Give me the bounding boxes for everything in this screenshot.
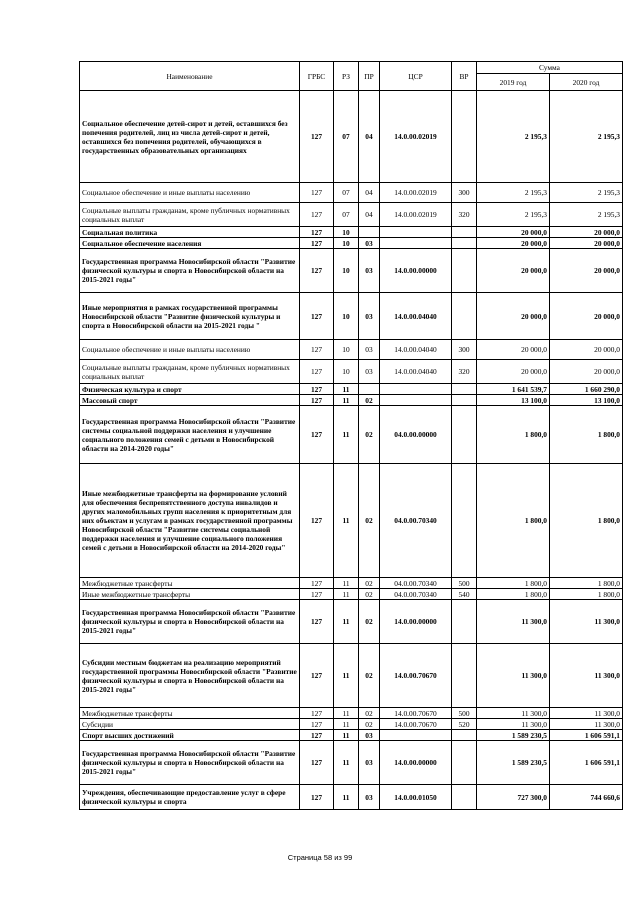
row-name: Иные межбюджетные трансферты на формирование условий для обеспечения беспрепятственного доступа инвалидов и других маломобильных групп населения к приоритетным для них объектам и услугам в рамках государственной программы Новосибирской области "Развитие системы социальной поддержки населения и улучшение социального положения семей с детьми в Новосибирской области на 2014-2020 годы" (80, 464, 300, 578)
row-rz: 11 (334, 384, 359, 395)
row-csr: 04.0.00.70340 (380, 464, 452, 578)
row-pr: 04 (359, 203, 380, 227)
table-row (80, 249, 623, 293)
row-rz: 10 (334, 360, 359, 384)
row-pr: 04 (359, 91, 380, 183)
table-row (80, 91, 623, 183)
row-sum-2020: 20 000,0 (550, 360, 623, 384)
row-name: Социальное обеспечение детей-сирот и детей, оставшихся без попечения родителей, лиц из числа детей-сирот и детей, оставшихся без попечения родителей, обучающихся в государственных образовательных организациях (80, 91, 300, 183)
row-rz: 11 (334, 464, 359, 578)
row-sum-2020: 744 660,6 (550, 785, 623, 810)
row-sum-2020: 11 300,0 (550, 600, 623, 644)
row-name: Иные межбюджетные трансферты (80, 589, 300, 600)
row-sum-2019: 1 800,0 (477, 406, 550, 464)
row-rz: 10 (334, 249, 359, 293)
row-name: Межбюджетные трансферты (80, 708, 300, 719)
row-grbs: 127 (300, 741, 334, 785)
row-csr: 14.0.00.04040 (380, 293, 452, 340)
row-name: Социальное обеспечение и иные выплаты населению (80, 183, 300, 203)
row-vr (452, 785, 477, 810)
table-row (80, 600, 623, 644)
row-grbs: 127 (300, 406, 334, 464)
header-csr: ЦСР (380, 62, 452, 91)
row-rz: 11 (334, 785, 359, 810)
row-vr: 520 (452, 719, 477, 730)
row-grbs: 127 (300, 293, 334, 340)
row-vr (452, 249, 477, 293)
row-grbs: 127 (300, 719, 334, 730)
row-grbs: 127 (300, 360, 334, 384)
row-sum-2019: 11 300,0 (477, 644, 550, 708)
row-pr: 02 (359, 644, 380, 708)
row-sum-2020: 1 800,0 (550, 578, 623, 589)
row-name: Социальное обеспечение населения (80, 238, 300, 249)
row-csr: 14.0.00.00000 (380, 249, 452, 293)
row-name: Субсидии местным бюджетам на реализацию мероприятий государственной программы Новосибирской области "Развитие физической культуры и спорта в Новосибирской области на 2015-2021 годы" (80, 644, 300, 708)
row-pr: 02 (359, 395, 380, 406)
header-grbs: ГРБС (300, 62, 334, 91)
row-name: Государственная программа Новосибирской области "Развитие физической культуры и спорта в Новосибирской области на 2015-2021 годы" (80, 249, 300, 293)
row-grbs: 127 (300, 589, 334, 600)
row-sum-2020: 11 300,0 (550, 719, 623, 730)
row-sum-2020: 1 606 591,1 (550, 741, 623, 785)
row-grbs: 127 (300, 183, 334, 203)
header-year-2020: 2020 год (550, 74, 623, 91)
row-rz: 11 (334, 730, 359, 741)
row-sum-2019: 20 000,0 (477, 340, 550, 360)
header-sum: Сумма (477, 62, 623, 74)
row-name: Учреждения, обеспечивающие предоставление услуг в сфере физической культуры и спорта (80, 785, 300, 810)
row-sum-2020: 1 606 591,1 (550, 730, 623, 741)
row-pr (359, 227, 380, 238)
row-vr (452, 464, 477, 578)
header-year-2019: 2019 год (477, 74, 550, 91)
table-row (80, 785, 623, 810)
row-vr: 320 (452, 360, 477, 384)
table-row (80, 293, 623, 340)
row-sum-2019: 2 195,3 (477, 203, 550, 227)
header-pr: ПР (359, 62, 380, 91)
page-number: Страница 58 из 99 (287, 853, 353, 862)
table-row (80, 340, 623, 360)
row-vr (452, 406, 477, 464)
row-pr: 03 (359, 730, 380, 741)
row-rz: 11 (334, 395, 359, 406)
row-rz: 10 (334, 340, 359, 360)
row-csr: 04.0.00.70340 (380, 589, 452, 600)
table-row (80, 384, 623, 395)
row-vr: 300 (452, 183, 477, 203)
row-csr: 14.0.00.02019 (380, 183, 452, 203)
row-sum-2020: 1 660 290,0 (550, 384, 623, 395)
table-row (80, 644, 623, 708)
row-sum-2019: 1 589 230,5 (477, 741, 550, 785)
row-name: Спорт высших достижений (80, 730, 300, 741)
row-vr (452, 238, 477, 249)
row-sum-2019: 20 000,0 (477, 227, 550, 238)
row-grbs: 127 (300, 708, 334, 719)
row-sum-2019: 20 000,0 (477, 360, 550, 384)
row-csr: 14.0.00.02019 (380, 91, 452, 183)
row-csr (380, 384, 452, 395)
row-vr (452, 293, 477, 340)
row-sum-2020: 20 000,0 (550, 293, 623, 340)
table-row (80, 406, 623, 464)
table-row (80, 183, 623, 203)
row-csr: 14.0.00.70670 (380, 644, 452, 708)
row-rz: 07 (334, 203, 359, 227)
table-row (80, 227, 623, 238)
row-sum-2020: 20 000,0 (550, 249, 623, 293)
row-sum-2020: 1 800,0 (550, 589, 623, 600)
row-grbs: 127 (300, 464, 334, 578)
row-sum-2020: 20 000,0 (550, 227, 623, 238)
row-rz: 10 (334, 293, 359, 340)
row-sum-2019: 20 000,0 (477, 249, 550, 293)
row-rz: 10 (334, 238, 359, 249)
row-sum-2019: 13 100,0 (477, 395, 550, 406)
row-rz: 11 (334, 741, 359, 785)
row-grbs: 127 (300, 600, 334, 644)
header-name: Наименование (80, 62, 300, 91)
row-csr: 04.0.00.70340 (380, 578, 452, 589)
row-csr: 14.0.00.00000 (380, 600, 452, 644)
table-row (80, 203, 623, 227)
row-sum-2019: 11 300,0 (477, 600, 550, 644)
row-name: Физическая культура и спорт (80, 384, 300, 395)
header-rz: РЗ (334, 62, 359, 91)
row-csr: 14.0.00.70670 (380, 719, 452, 730)
row-pr: 03 (359, 360, 380, 384)
row-vr (452, 395, 477, 406)
row-rz: 11 (334, 708, 359, 719)
row-vr (452, 600, 477, 644)
row-csr: 14.0.00.70670 (380, 708, 452, 719)
row-csr: 14.0.00.02019 (380, 203, 452, 227)
row-sum-2020: 1 800,0 (550, 406, 623, 464)
table-row (80, 464, 623, 578)
row-pr: 03 (359, 741, 380, 785)
row-pr: 04 (359, 183, 380, 203)
table-row (80, 719, 623, 730)
table-row (80, 741, 623, 785)
row-name: Межбюджетные трансферты (80, 578, 300, 589)
table-row (80, 708, 623, 719)
row-csr: 14.0.00.00000 (380, 741, 452, 785)
row-pr (359, 384, 380, 395)
row-pr: 02 (359, 719, 380, 730)
row-vr (452, 91, 477, 183)
row-sum-2019: 20 000,0 (477, 238, 550, 249)
row-rz: 11 (334, 600, 359, 644)
row-csr (380, 227, 452, 238)
row-sum-2020: 11 300,0 (550, 644, 623, 708)
row-sum-2020: 1 800,0 (550, 464, 623, 578)
row-pr: 02 (359, 589, 380, 600)
row-sum-2019: 1 800,0 (477, 464, 550, 578)
table-row (80, 360, 623, 384)
row-rz: 11 (334, 589, 359, 600)
header-vr: ВР (452, 62, 477, 91)
row-grbs: 127 (300, 249, 334, 293)
row-rz: 10 (334, 227, 359, 238)
table-row (80, 395, 623, 406)
row-vr: 500 (452, 708, 477, 719)
row-pr: 02 (359, 708, 380, 719)
row-rz: 11 (334, 644, 359, 708)
row-vr: 300 (452, 340, 477, 360)
row-sum-2020: 2 195,3 (550, 203, 623, 227)
row-pr: 02 (359, 578, 380, 589)
row-vr: 320 (452, 203, 477, 227)
row-vr (452, 644, 477, 708)
table-row (80, 589, 623, 600)
row-pr: 03 (359, 238, 380, 249)
row-csr: 14.0.00.04040 (380, 360, 452, 384)
row-grbs: 127 (300, 227, 334, 238)
row-rz: 07 (334, 91, 359, 183)
row-name: Государственная программа Новосибирской области "Развитие системы социальной поддержки населения и улучшение социального положения семей с детьми в Новосибирской области на 2014-2020 годы" (80, 406, 300, 464)
table-row (80, 730, 623, 741)
row-grbs: 127 (300, 785, 334, 810)
row-grbs: 127 (300, 238, 334, 249)
row-name: Иные мероприятия в рамках государственной программы Новосибирской области "Развитие физической культуры и спорта в Новосибирской области на 2015-2021 годы " (80, 293, 300, 340)
row-name: Субсидии (80, 719, 300, 730)
row-csr (380, 395, 452, 406)
row-name: Социальные выплаты гражданам, кроме публичных нормативных социальных выплат (80, 360, 300, 384)
row-sum-2019: 1 589 230,5 (477, 730, 550, 741)
row-sum-2019: 727 300,0 (477, 785, 550, 810)
row-csr: 04.0.00.00000 (380, 406, 452, 464)
row-grbs: 127 (300, 384, 334, 395)
row-sum-2019: 11 300,0 (477, 719, 550, 730)
row-sum-2020: 2 195,3 (550, 91, 623, 183)
row-sum-2019: 11 300,0 (477, 708, 550, 719)
row-rz: 07 (334, 183, 359, 203)
row-csr: 14.0.00.01050 (380, 785, 452, 810)
row-sum-2019: 2 195,3 (477, 183, 550, 203)
row-pr: 03 (359, 293, 380, 340)
row-vr: 540 (452, 589, 477, 600)
row-vr: 500 (452, 578, 477, 589)
row-sum-2020: 20 000,0 (550, 238, 623, 249)
row-pr: 02 (359, 406, 380, 464)
row-rz: 11 (334, 578, 359, 589)
row-sum-2020: 20 000,0 (550, 340, 623, 360)
row-pr: 03 (359, 249, 380, 293)
row-sum-2019: 2 195,3 (477, 91, 550, 183)
row-grbs: 127 (300, 644, 334, 708)
table-row (80, 578, 623, 589)
row-name: Социальные выплаты гражданам, кроме публичных нормативных социальных выплат (80, 203, 300, 227)
row-sum-2019: 1 800,0 (477, 589, 550, 600)
row-csr: 14.0.00.04040 (380, 340, 452, 360)
row-grbs: 127 (300, 91, 334, 183)
row-vr (452, 227, 477, 238)
row-name: Социальное обеспечение и иные выплаты населению (80, 340, 300, 360)
row-grbs: 127 (300, 203, 334, 227)
row-sum-2020: 2 195,3 (550, 183, 623, 203)
row-vr (452, 741, 477, 785)
row-pr: 02 (359, 464, 380, 578)
table-row (80, 238, 623, 249)
row-sum-2020: 11 300,0 (550, 708, 623, 719)
row-pr: 03 (359, 340, 380, 360)
row-sum-2019: 20 000,0 (477, 293, 550, 340)
row-name: Массовый спорт (80, 395, 300, 406)
row-grbs: 127 (300, 730, 334, 741)
row-sum-2019: 1 800,0 (477, 578, 550, 589)
row-pr: 03 (359, 785, 380, 810)
row-name: Государственная программа Новосибирской области "Развитие физической культуры и спорта в Новосибирской области на 2015-2021 годы" (80, 741, 300, 785)
budget-table (79, 61, 623, 810)
table-body (80, 91, 623, 810)
row-csr (380, 730, 452, 741)
row-grbs: 127 (300, 578, 334, 589)
row-vr (452, 730, 477, 741)
row-name: Государственная программа Новосибирской области "Развитие физической культуры и спорта в Новосибирской области на 2015-2021 годы" (80, 600, 300, 644)
row-rz: 11 (334, 719, 359, 730)
row-vr (452, 384, 477, 395)
row-name: Социальная политика (80, 227, 300, 238)
row-grbs: 127 (300, 340, 334, 360)
row-sum-2019: 1 641 539,7 (477, 384, 550, 395)
row-rz: 11 (334, 406, 359, 464)
row-pr: 02 (359, 600, 380, 644)
row-grbs: 127 (300, 395, 334, 406)
row-sum-2020: 13 100,0 (550, 395, 623, 406)
row-csr (380, 238, 452, 249)
